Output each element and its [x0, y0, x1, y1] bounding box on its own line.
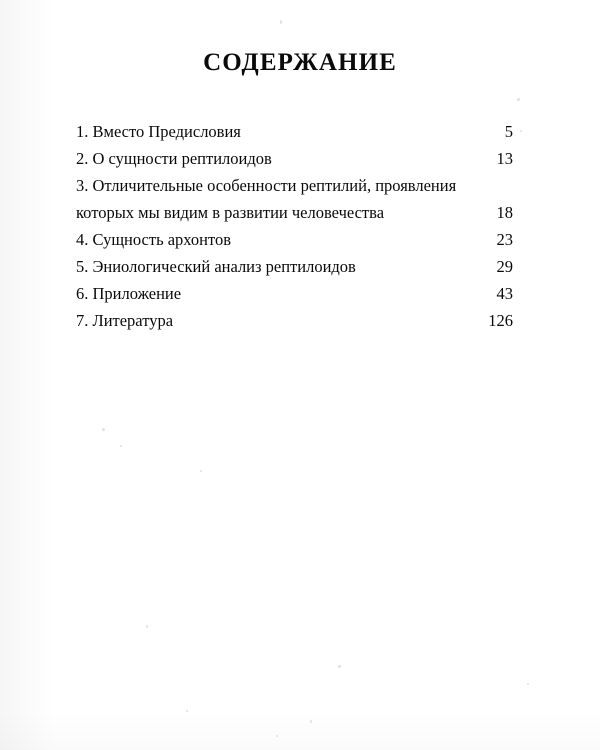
- toc-entry-page-number: 13: [496, 149, 513, 168]
- toc-entry-label: 3. Отличительные особенности рептилий, проявления: [76, 176, 457, 195]
- toc-entry[interactable]: [76, 253, 513, 280]
- toc-entry-page-number: 29: [496, 257, 513, 276]
- toc-dot-leader: [232, 229, 492, 246]
- table-of-contents: [76, 118, 513, 334]
- toc-entry-label: 4. Сущность архонтов: [76, 230, 232, 249]
- toc-dot-leader: [356, 256, 493, 273]
- page-title: СОДЕРЖАНИЕ: [203, 49, 397, 76]
- toc-entry[interactable]: [76, 307, 513, 334]
- toc-dot-leader: [273, 148, 493, 165]
- toc-entry[interactable]: [76, 226, 513, 253]
- toc-entry[interactable]: [76, 118, 513, 145]
- toc-entry[interactable]: [76, 280, 513, 307]
- toc-entry-label: 7. Литература: [76, 311, 174, 330]
- toc-entry-page-number: 5: [504, 122, 513, 141]
- toc-entry[interactable]: [76, 172, 513, 199]
- toc-dot-leader: [241, 121, 501, 138]
- toc-entry-label: 5. Эниологический анализ рептилоидов: [76, 257, 356, 276]
- toc-dot-leader: [174, 310, 484, 327]
- toc-entry-page-number: 43: [496, 284, 513, 303]
- toc-entry[interactable]: [76, 199, 513, 226]
- toc-entry[interactable]: [76, 145, 513, 172]
- toc-entry-page-number: 23: [496, 230, 513, 249]
- toc-dot-leader: [384, 202, 492, 219]
- toc-entry-page-number: 18: [496, 203, 513, 222]
- toc-entry-label: 1. Вместо Предисловия: [76, 122, 241, 141]
- toc-entry-label: 6. Приложение: [76, 284, 182, 303]
- toc-entry-page-number: 126: [488, 311, 513, 330]
- toc-entry-label: которых мы видим в развитии человечества: [76, 203, 385, 222]
- toc-entry-label: 2. О сущности рептилоидов: [76, 149, 272, 168]
- toc-dot-leader: [182, 283, 492, 300]
